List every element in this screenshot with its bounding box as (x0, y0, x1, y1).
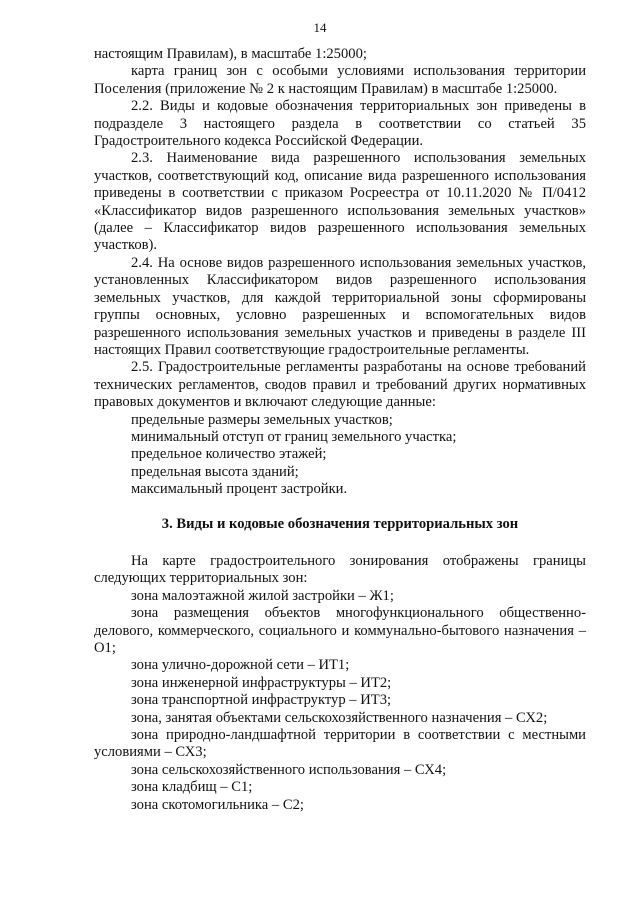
list-item: предельное количество этажей; (131, 446, 327, 463)
list-item: зона малоэтажной жилой застройки – Ж1; (131, 587, 394, 604)
list-item: зона скотомогильника – С2; (131, 796, 304, 813)
list-item: максимальный процент застройки. (131, 481, 348, 498)
paragraph: 2.4. На основе видов разрешенного использования земельных участков, установленных Классификатором видов разрешенного использования земельных участков, для каждой территориальной зоны сформированы группы основных, условно разрешенных и вспомогательных видов разрешенного использования земельных участков и приведены в разделе III настоящих Правил соответствующие градостроительные регламенты. (94, 254, 586, 358)
list-item: предельные размеры земельных участков; (131, 411, 393, 428)
list-item: зона кладбищ – С1; (131, 779, 253, 796)
paragraph: 2.3. Наименование вида разрешенного использования земельных участков, соответствующий код, описание вида разрешенного использования приведены в соответствии с приказом Росреестра от 10.11.2020 № П/0412 «Классификатор видов разрешенного использования земельных участков» (далее – Классификатор видов разрешенного использования земельных участков). (94, 150, 586, 254)
paragraph: настоящим Правилам), в масштабе 1:25000; (94, 46, 367, 62)
list-item: предельная высота зданий; (131, 463, 299, 480)
paragraph: На карте градостроительного зонирования отображены границы следующих территориальных зон: (94, 552, 586, 587)
list-item: зона транспортной инфраструктур – ИТ3; (131, 692, 392, 709)
list-item: зона размещения объектов многофункционального общественно-делового, коммерческого, социального и коммунально-бытового назначения – О1; (94, 605, 586, 656)
list-item: зона сельскохозяйственного использования – СХ4; (131, 761, 447, 778)
paragraph: 2.5. Градостроительные регламенты разработаны на основе требований технических регламентов, сводов правил и требований других нормативных правовых документов и включают следующие данные: (94, 359, 586, 411)
paragraph: 2.2. Виды и кодовые обозначения территориальных зон приведены в подразделе 3 настоящего раздела в соответствии со статьей 35 Градостроительного кодекса Российской Федерации. (94, 98, 586, 150)
paragraph: карта границ зон с особыми условиями использования территории Поселения (приложение № 2 к настоящим Правилам) в масштабе 1:25000. (94, 63, 586, 97)
document-body (94, 46, 586, 814)
list-item: минимальный отступ от границ земельного участка; (131, 428, 457, 445)
section-heading: 3. Виды и кодовые обозначения территориальных зон (161, 515, 519, 532)
page-number: 14 (313, 20, 327, 35)
list-item: зона улично-дорожной сети – ИТ1; (131, 657, 350, 674)
list-item: зона природно-ландшафтной территории в соответствии с местными условиями – СХ3; (94, 727, 586, 761)
list-item: зона инженерной инфраструктуры – ИТ2; (131, 674, 392, 691)
list-item: зона, занятая объектами сельскохозяйственного назначения – СХ2; (131, 709, 548, 726)
